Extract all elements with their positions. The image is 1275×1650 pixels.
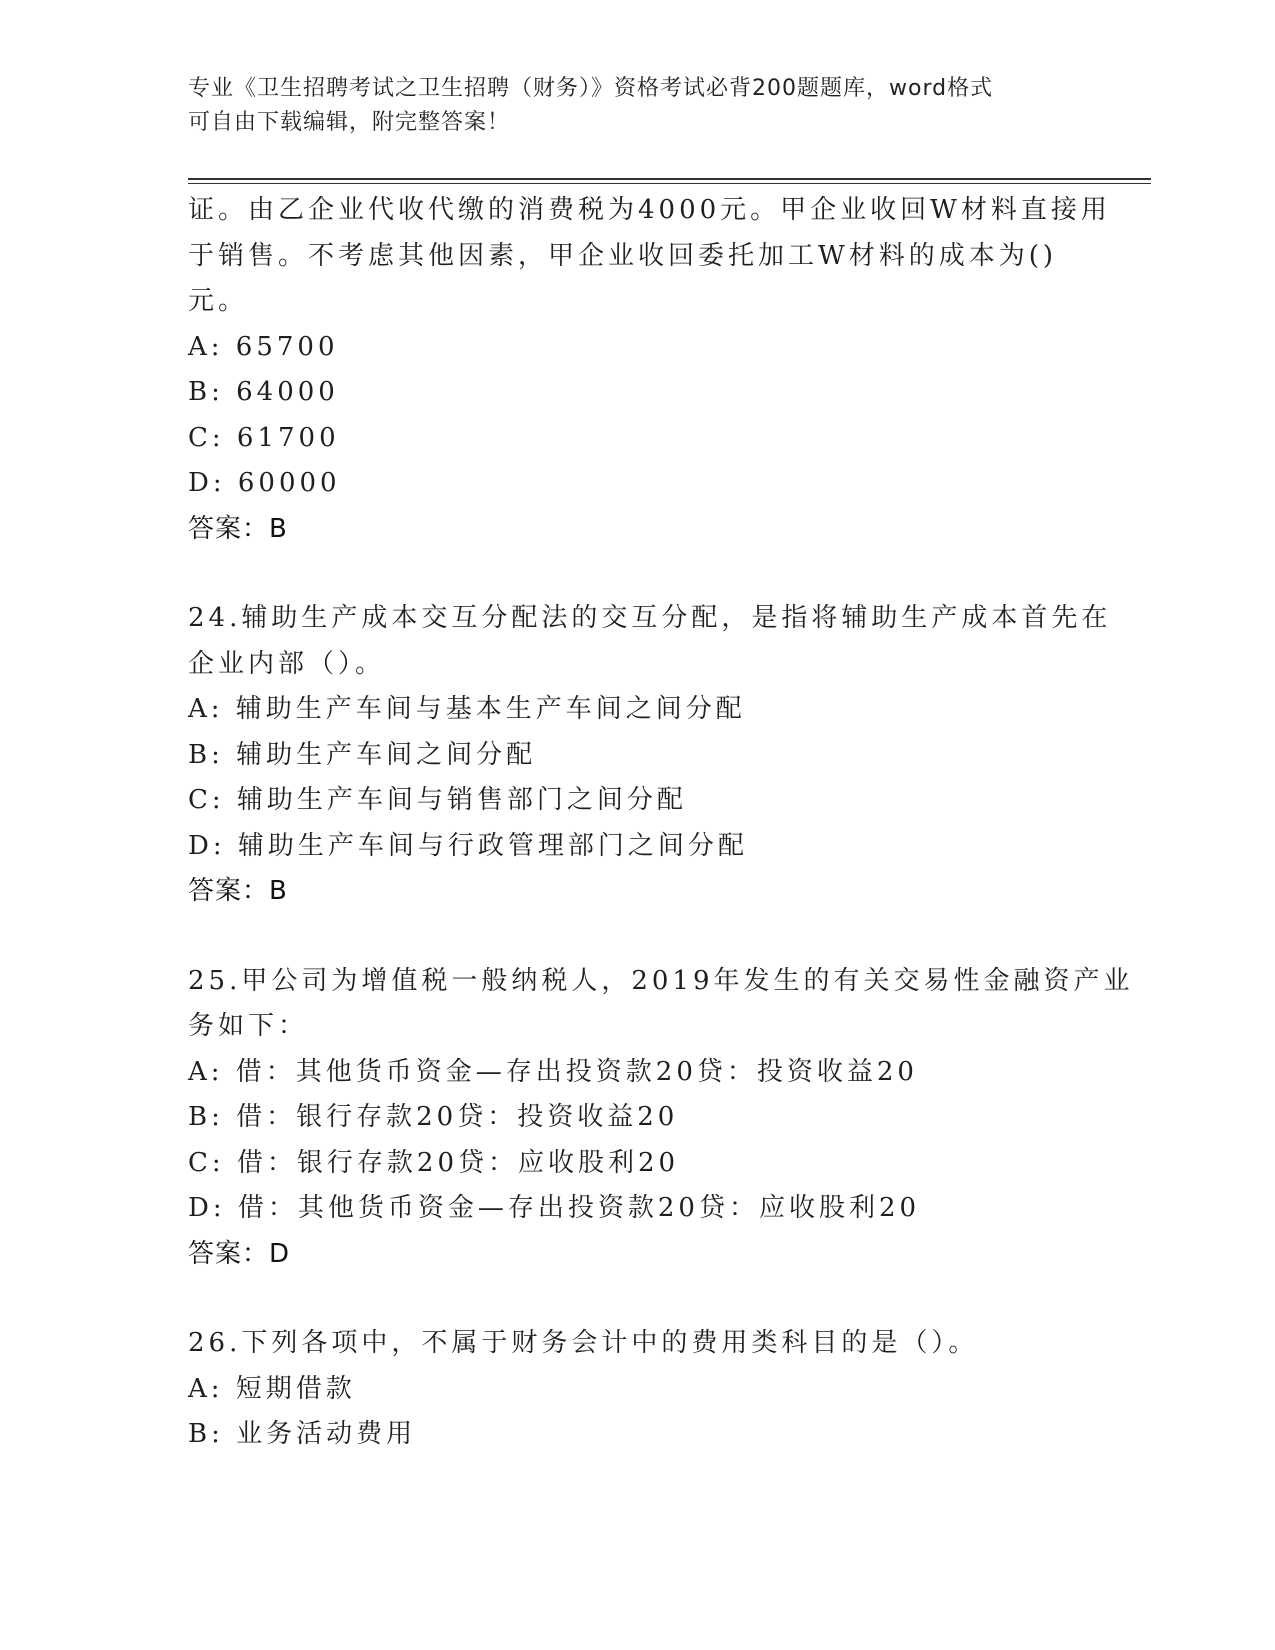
option-c: C: 借：银行存款20贷：应收股利20 (188, 1147, 680, 1178)
option-d: D: 借：其他货币资金—存出投资款20贷：应收股利20 (188, 1193, 921, 1223)
question-text-line: 26.下列各项中，不属于财务会计中的费用类科目的是（）。 (188, 1328, 979, 1358)
option-a: A: 65700 (188, 331, 339, 362)
page-header (188, 72, 1088, 140)
option-b: B: 借：银行存款20贷：投资收益20 (188, 1102, 679, 1132)
option-a: A: 短期借款 (188, 1373, 356, 1404)
option-c: C: 辅助生产车间与销售部门之间分配 (188, 785, 687, 815)
question-text-line: 24.辅助生产成本交互分配法的交互分配，是指将辅助生产成本首先在 (188, 603, 1112, 633)
spacer (188, 1277, 1088, 1321)
question-text-line: 于销售。不考虑其他因素，甲企业收回委托加工W材料的成本为() (188, 240, 1058, 271)
question-text-line: 企业内部（）。 (188, 648, 386, 679)
spacer (188, 552, 1088, 596)
option-b: B: 业务活动费用 (188, 1419, 417, 1449)
option-b: B: 辅助生产车间之间分配 (188, 739, 537, 770)
header-divider (188, 178, 1151, 184)
question-24 (188, 596, 1112, 915)
option-b: B: 64000 (188, 377, 339, 407)
option-a: A: 辅助生产车间与基本生产车间之间分配 (188, 694, 746, 724)
question-text-line: 元。 (188, 286, 249, 316)
answer-line: 答案：D (188, 1238, 291, 1269)
question-26 (188, 1321, 1088, 1458)
question-text-line: 证。由乙企业代收代缴的消费税为4000元。甲企业收回W材料直接用 (188, 195, 1111, 225)
option-d: D: 辅助生产车间与行政管理部门之间分配 (188, 830, 748, 861)
question-text-line: 务如下： (188, 1011, 309, 1041)
option-d: D: 60000 (188, 468, 341, 498)
question-25 (188, 959, 1134, 1278)
spacer (188, 915, 1088, 959)
answer-line: 答案：B (188, 513, 288, 544)
question-23-continued (188, 188, 1111, 552)
header-title-line-1: 专业《卫生招聘考试之卫生招聘（财务）》资格考试必背200题题库，word格式 (188, 76, 994, 101)
question-text-line: 25.甲公司为增值税一般纳税人，2019年发生的有关交易性金融资产业 (188, 965, 1134, 996)
document-body (188, 188, 1134, 1458)
header-title-line-2: 可自由下载编辑，附完整答案！ (188, 110, 511, 135)
option-a: A: 借：其他货币资金—存出投资款20贷：投资收益20 (188, 1056, 918, 1087)
option-c: C: 61700 (188, 422, 340, 453)
answer-line: 答案：B (188, 876, 288, 906)
